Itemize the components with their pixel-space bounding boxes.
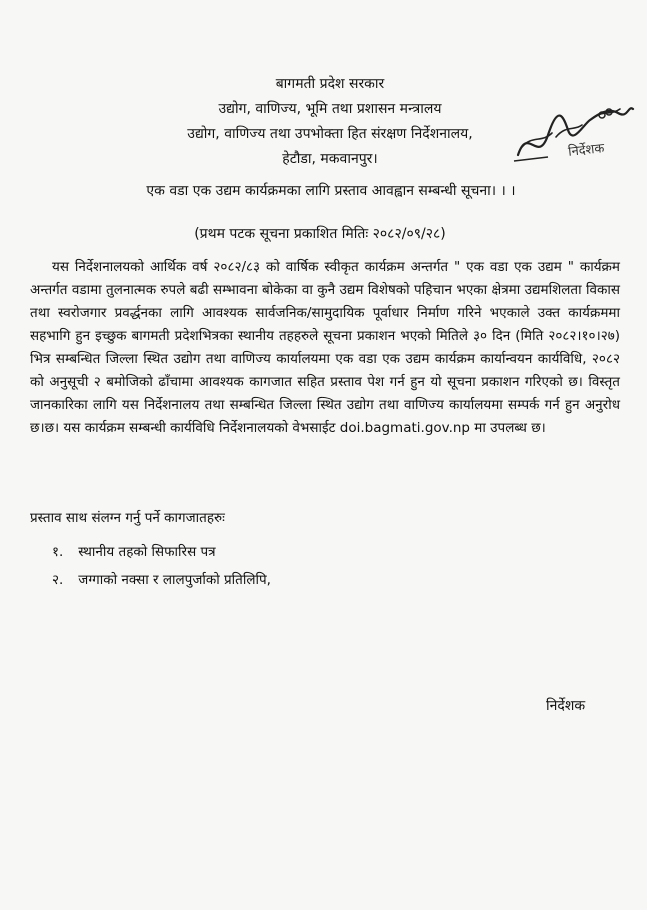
- list-item: [52, 566, 271, 594]
- notice-subject: एक वडा एक उद्यम कार्यक्रमका लागि प्रस्ताव आवह्वान सम्बन्धी सूचना। । ।: [146, 183, 516, 199]
- letterhead-ministry: उद्योग, वाणिज्य, भूमि तथा प्रशासन मन्त्रालय: [218, 101, 442, 117]
- handwritten-signature: [508, 95, 638, 175]
- list-item: [52, 538, 271, 566]
- letterhead-directorate: उद्योग, वाणिज्य तथा उपभोक्ता हित संरक्षण निर्देशनालय,: [187, 126, 473, 142]
- required-documents-list: [52, 538, 271, 594]
- list-item-text: स्थानीय तहको सिफारिस पत्र: [78, 544, 216, 560]
- list-item-number: २.: [52, 572, 64, 588]
- signature-designation: निर्देशक: [567, 141, 606, 160]
- letterhead: [150, 72, 510, 172]
- letterhead-government: बागमती प्रदेश सरकार: [275, 76, 385, 92]
- notice-body: यस निर्देशनालयको आर्थिक वर्ष २०८२/८३ को वार्षिक स्वीकृत कार्यक्रम अन्तर्गत " एक वडा एक उद्यम " कार्यक्रम अन्तर्गत वडामा तुलनात्मक रुपले बढी सम्भावना बोकेका वा कुनै उद्यम विशेषको पहिचान भएका क्षेत्रमा उद्यमशिलता विकास तथा स्वरोजगार प्रवर्द्धनका लागि आवश्यक सार्वजनिक/सामुदायिक पूर्वाधार निर्माण गरिने भएकाले उक्त कार्यक्रममा सहभागि हुन इच्छुक बागमती प्रदेशभित्रका स्थानीय तहहरुले सूचना प्रकाशन भएको मितिले ३० दिन (मिति २०८२।१०।२७) भित्र सम्बन्धित जिल्ला स्थित उद्योग तथा वाणिज्य कार्यालयमा एक वडा एक उद्यम कार्यक्रम कार्यान्वयन कार्यविधि, २०८२ को अनुसूची २ बमोजिको ढाँचामा आवश्यक कागजात सहित प्रस्ताव पेश गर्न हुन यो सूचना प्रकाशन गरिएको छ। विस्तृत जानकारिका लागि यस निर्देशनालय तथा सम्बन्धित जिल्ला स्थित उद्योग तथा वाणिज्य कार्यालयमा सम्पर्क गर्न हुन अनुरोध छ।छ। यस कार्यक्रम सम्बन्धी कार्यविधि निर्देशनालयको वेभसाईट doi.bagmati.gov.np मा उपलब्ध छ।: [30, 259, 620, 436]
- list-item-number: १.: [52, 544, 64, 560]
- required-documents-heading: प्रस्ताव साथ संलग्न गर्नु पर्ने कागजातहरुः: [30, 510, 225, 526]
- letterhead-address: हेटौडा, मकवानपुर।: [282, 151, 378, 167]
- publication-date: (प्रथम पटक सूचना प्रकाशित मितिः २०८२/०९/२८): [194, 226, 446, 242]
- list-item-text: जग्गाको नक्सा र लालपुर्जाको प्रतिलिपि,: [78, 572, 271, 588]
- signatory-title: निर्देशक: [546, 698, 586, 714]
